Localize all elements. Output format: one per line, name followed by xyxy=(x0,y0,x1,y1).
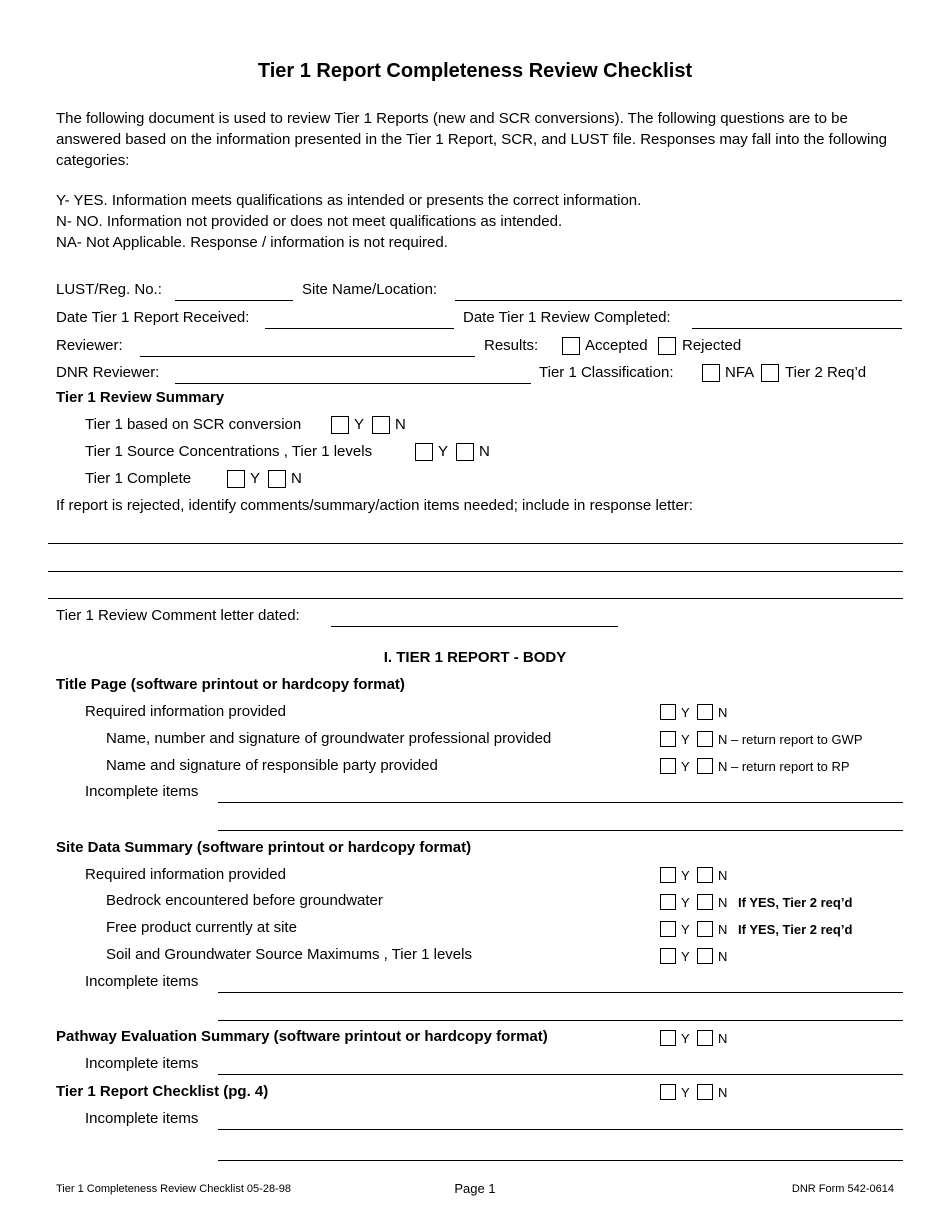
tp-rp-n-checkbox[interactable] xyxy=(697,758,713,774)
sd-soil-label: Soil and Groundwater Source Maximums , Tier 1 levels xyxy=(106,946,472,963)
scr-y-label: Y xyxy=(354,416,365,433)
lust-label: LUST/Reg. No.: xyxy=(56,281,162,298)
sd-soil-y-label: Y xyxy=(681,949,690,964)
tp-incomplete-field-2[interactable] xyxy=(218,830,903,831)
tp-gwp-n-checkbox[interactable] xyxy=(697,731,713,747)
pathway-y-checkbox[interactable] xyxy=(660,1030,676,1046)
sd-required-y-label: Y xyxy=(681,868,690,883)
checklist-n-checkbox[interactable] xyxy=(697,1084,713,1100)
tp-required-y-checkbox[interactable] xyxy=(660,704,676,720)
scr-n-checkbox[interactable] xyxy=(372,416,390,434)
category-na: NA- Not Applicable. Response / information is not required. xyxy=(56,234,448,251)
category-yes: Y- YES. Information meets qualifications as intended or presents the correct information. xyxy=(56,192,642,209)
sd-free-product-n-label: N xyxy=(718,922,728,937)
section-heading: I. TIER 1 REPORT - BODY xyxy=(383,649,567,666)
source-n-label: N xyxy=(479,443,490,460)
tp-gwp-note: N – return report to GWP xyxy=(718,732,863,747)
completed-field[interactable] xyxy=(692,328,902,329)
nfa-checkbox[interactable] xyxy=(702,364,720,382)
checklist-heading: Tier 1 Report Checklist (pg. 4) xyxy=(56,1083,269,1100)
tp-incomplete-label: Incomplete items xyxy=(85,783,199,800)
sd-bedrock-n-label: N xyxy=(718,895,728,910)
rejected-note: If report is rejected, identify comments/summary/action items needed; include in response letter: xyxy=(56,497,693,514)
comment-line-1[interactable] xyxy=(48,543,903,544)
sd-soil-y-checkbox[interactable] xyxy=(660,948,676,964)
site-field[interactable] xyxy=(455,300,902,301)
pathway-incomplete-field[interactable] xyxy=(218,1074,903,1075)
pathway-n-checkbox[interactable] xyxy=(697,1030,713,1046)
sd-incomplete-field-2[interactable] xyxy=(218,1020,903,1021)
rejected-label: Rejected xyxy=(682,337,742,354)
tp-gwp-label: Name, number and signature of groundwater professional provided xyxy=(106,730,552,747)
checklist-n-label: N xyxy=(718,1085,728,1100)
sd-free-product-y-label: Y xyxy=(681,922,690,937)
rejected-checkbox[interactable] xyxy=(658,337,676,355)
lust-field[interactable] xyxy=(175,300,293,301)
checklist-incomplete-field-2[interactable] xyxy=(218,1160,903,1161)
sd-soil-n-label: N xyxy=(718,949,728,964)
sd-required-label: Required information provided xyxy=(85,866,286,883)
scr-n-label: N xyxy=(395,416,406,433)
comment-letter-field[interactable] xyxy=(331,626,618,627)
source-n-checkbox[interactable] xyxy=(456,443,474,461)
sd-bedrock-note: If YES, Tier 2 req’d xyxy=(738,895,853,910)
site-label: Site Name/Location: xyxy=(302,281,438,298)
tp-gwp-y-checkbox[interactable] xyxy=(660,731,676,747)
sd-required-y-checkbox[interactable] xyxy=(660,867,676,883)
accepted-label: Accepted xyxy=(585,337,648,354)
reviewer-label: Reviewer: xyxy=(56,337,123,354)
completed-label: Date Tier 1 Review Completed: xyxy=(463,309,671,326)
category-no: N- NO. Information not provided or does not meet qualifications as intended. xyxy=(56,213,563,230)
footer-left: Tier 1 Completeness Review Checklist 05-28-98 xyxy=(56,1183,291,1195)
complete-n-label: N xyxy=(291,470,302,487)
accepted-checkbox[interactable] xyxy=(562,337,580,355)
reviewer-field[interactable] xyxy=(140,356,475,357)
sd-free-product-note: If YES, Tier 2 req’d xyxy=(738,922,853,937)
complete-y-label: Y xyxy=(250,470,261,487)
checklist-incomplete-field[interactable] xyxy=(218,1129,903,1130)
tp-rp-note: N – return report to RP xyxy=(718,759,850,774)
site-data-heading: Site Data Summary (software printout or hardcopy format) xyxy=(56,839,472,856)
scr-y-checkbox[interactable] xyxy=(331,416,349,434)
tp-incomplete-field[interactable] xyxy=(218,802,903,803)
sd-required-n-checkbox[interactable] xyxy=(697,867,713,883)
tp-required-label: Required information provided xyxy=(85,703,286,720)
page-title: Tier 1 Report Completeness Review Checklist xyxy=(257,60,693,82)
results-label: Results: xyxy=(484,337,539,354)
checklist-y-label: Y xyxy=(681,1085,690,1100)
sd-incomplete-label: Incomplete items xyxy=(85,973,199,990)
sd-free-product-y-checkbox[interactable] xyxy=(660,921,676,937)
pathway-incomplete-label: Incomplete items xyxy=(85,1055,199,1072)
dnr-reviewer-field[interactable] xyxy=(175,383,531,384)
received-field[interactable] xyxy=(265,328,454,329)
comment-line-3[interactable] xyxy=(48,598,903,599)
complete-y-checkbox[interactable] xyxy=(227,470,245,488)
summary-item-complete: Tier 1 Complete xyxy=(85,470,192,487)
received-label: Date Tier 1 Report Received: xyxy=(56,309,250,326)
tier2-label: Tier 2 Req’d xyxy=(785,364,867,381)
tier2-checkbox[interactable] xyxy=(761,364,779,382)
footer-right: DNR Form 542-0614 xyxy=(791,1183,894,1195)
source-y-label: Y xyxy=(438,443,449,460)
title-page-heading: Title Page (software printout or hardcopy format) xyxy=(56,676,405,693)
dnr-reviewer-label: DNR Reviewer: xyxy=(56,364,160,381)
pathway-n-label: N xyxy=(718,1031,728,1046)
tp-required-y-label: Y xyxy=(681,705,690,720)
comment-letter-label: Tier 1 Review Comment letter dated: xyxy=(56,607,300,624)
comment-line-2[interactable] xyxy=(48,571,903,572)
classification-label: Tier 1 Classification: xyxy=(539,364,674,381)
tp-gwp-y-label: Y xyxy=(681,732,690,747)
summary-item-scr: Tier 1 based on SCR conversion xyxy=(85,416,302,433)
sd-soil-n-checkbox[interactable] xyxy=(697,948,713,964)
sd-required-n-label: N xyxy=(718,868,728,883)
tp-rp-y-label: Y xyxy=(681,759,690,774)
sd-incomplete-field[interactable] xyxy=(218,992,903,993)
sd-bedrock-y-label: Y xyxy=(681,895,690,910)
sd-free-product-n-checkbox[interactable] xyxy=(697,921,713,937)
complete-n-checkbox[interactable] xyxy=(268,470,286,488)
sd-free-product-label: Free product currently at site xyxy=(106,919,297,936)
pathway-heading: Pathway Evaluation Summary (software printout or hardcopy format) xyxy=(56,1028,548,1045)
sd-bedrock-n-checkbox[interactable] xyxy=(697,894,713,910)
summary-item-source: Tier 1 Source Concentrations , Tier 1 levels xyxy=(85,443,373,460)
summary-heading: Tier 1 Review Summary xyxy=(56,389,225,406)
tp-required-n-checkbox[interactable] xyxy=(697,704,713,720)
sd-bedrock-y-checkbox[interactable] xyxy=(660,894,676,910)
tp-rp-y-checkbox[interactable] xyxy=(660,758,676,774)
sd-bedrock-label: Bedrock encountered before groundwater xyxy=(106,892,383,909)
footer-page: Page 1 xyxy=(454,1181,496,1196)
checklist-incomplete-label: Incomplete items xyxy=(85,1110,199,1127)
tp-required-n-label: N xyxy=(718,705,728,720)
source-y-checkbox[interactable] xyxy=(415,443,433,461)
nfa-label: NFA xyxy=(725,364,755,381)
intro-paragraph: The following document is used to review Tier 1 Reports (new and SCR conversions). The following questions are to be answered based on the information presented in the Tier 1 Report, SCR, and LUST file. Responses may fall into the following categories: xyxy=(56,110,888,169)
checklist-y-checkbox[interactable] xyxy=(660,1084,676,1100)
pathway-y-label: Y xyxy=(681,1031,690,1046)
tp-rp-label: Name and signature of responsible party provided xyxy=(106,757,438,774)
